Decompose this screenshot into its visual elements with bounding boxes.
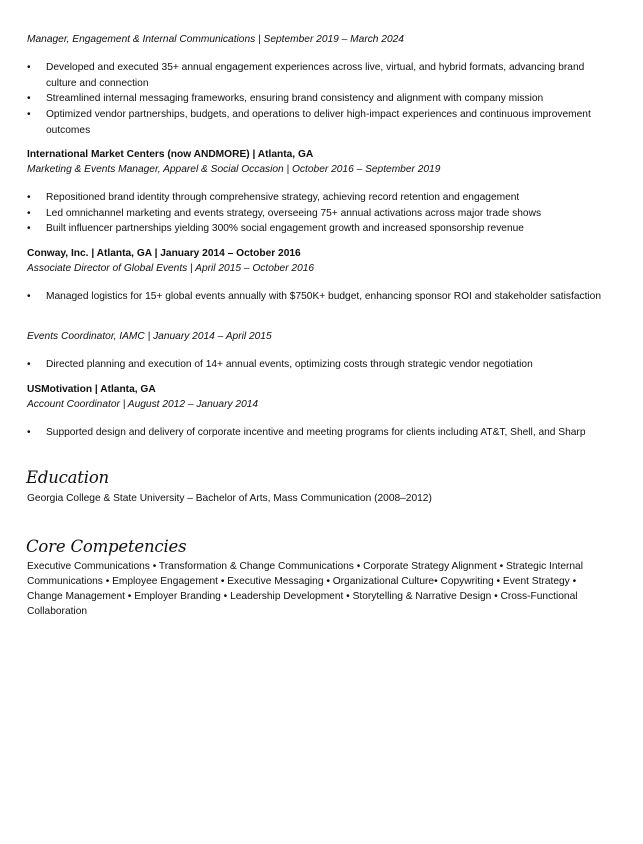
bullet-item: [27, 289, 607, 305]
job-title-account-coordinator: Account Coordinator | August 2012 – January 2014: [27, 399, 259, 410]
bullet-icon: •: [27, 62, 31, 73]
company-heading-usmotivation: USMotivation | Atlanta, GA: [27, 384, 156, 395]
bullet-item: [27, 190, 607, 206]
bullet-text: Built influencer partnerships yielding 300% social engagement growth and increased sponsorship revenue: [46, 223, 524, 234]
job-title-events-coordinator: Events Coordinator, IAMC | January 2014 – April 2015: [27, 331, 272, 342]
core-competencies-heading: Core Competencies: [26, 537, 187, 556]
bullet-text: Repositioned brand identity through comprehensive strategy, achieving record retention and engagement: [46, 192, 520, 203]
bullet-text: Managed logistics for 15+ global events annually with $750K+ budget, enhancing sponsor ROI and stakeholder satisfaction: [46, 291, 602, 302]
bullet-text: Directed planning and execution of 14+ annual events, optimizing costs through strategic vendor negotiation: [46, 359, 533, 370]
company-heading-conway: Conway, Inc. | Atlanta, GA | January 2014 – October 2016: [27, 248, 301, 259]
job-title-engagement-manager: Manager, Engagement & Internal Communications | September 2019 – March 2024: [27, 34, 404, 45]
education-entry: Georgia College & State University – Bachelor of Arts, Mass Communication (2008–2012): [27, 493, 432, 504]
competencies-line: Communications • Employee Engagement • Executive Messaging • Organizational Culture• Copywriting • Event Strategy •: [27, 576, 577, 587]
bullet-item: [27, 206, 607, 222]
bullet-text: Supported design and delivery of corporate incentive and meeting programs for clients including AT&T, Shell, and Sharp: [46, 427, 586, 438]
education-heading: Education: [26, 468, 109, 487]
bullet-item: [27, 91, 607, 107]
bullet-text: Optimized vendor partnerships, budgets, and operations to deliver high-impact experiences and continuous improvement outcomes: [46, 109, 591, 136]
bullet-text: Led omnichannel marketing and events strategy, overseeing 75+ annual activations across major trade shows: [46, 208, 542, 219]
bullet-icon: •: [27, 359, 31, 370]
bullet-icon: •: [27, 192, 31, 203]
bullet-text: Streamlined internal messaging frameworks, ensuring brand consistency and alignment with company mission: [46, 93, 544, 104]
bullet-icon: •: [27, 93, 31, 104]
competencies-line: Collaboration: [27, 606, 88, 617]
bullet-item: [27, 425, 607, 441]
bullet-icon: •: [27, 427, 31, 438]
competencies-line: Change Management • Employer Branding • Leadership Development • Storytelling & Narrative Design • Cross-Functional: [27, 591, 578, 602]
bullet-icon: •: [27, 223, 31, 234]
bullet-item: [27, 221, 607, 237]
bullet-text: Developed and executed 35+ annual engagement experiences across live, virtual, and hybrid formats, advancing brand culture and connection: [46, 62, 585, 89]
bullet-item: [27, 107, 607, 138]
competencies-line: Executive Communications • Transformation & Change Communications • Corporate Strategy Alignment • Strategic Internal: [27, 561, 583, 572]
bullet-item: [27, 357, 607, 373]
job-title-marketing-events-manager: Marketing & Events Manager, Apparel & Social Occasion | October 2016 – September 2019: [27, 164, 441, 175]
bullet-icon: •: [27, 208, 31, 219]
job-title-associate-director: Associate Director of Global Events | April 2015 – October 2016: [27, 263, 315, 274]
company-heading-imc: International Market Centers (now ANDMORE) | Atlanta, GA: [27, 149, 314, 160]
bullet-icon: •: [27, 291, 31, 302]
bullet-icon: •: [27, 109, 31, 120]
bullet-item: [27, 60, 607, 91]
